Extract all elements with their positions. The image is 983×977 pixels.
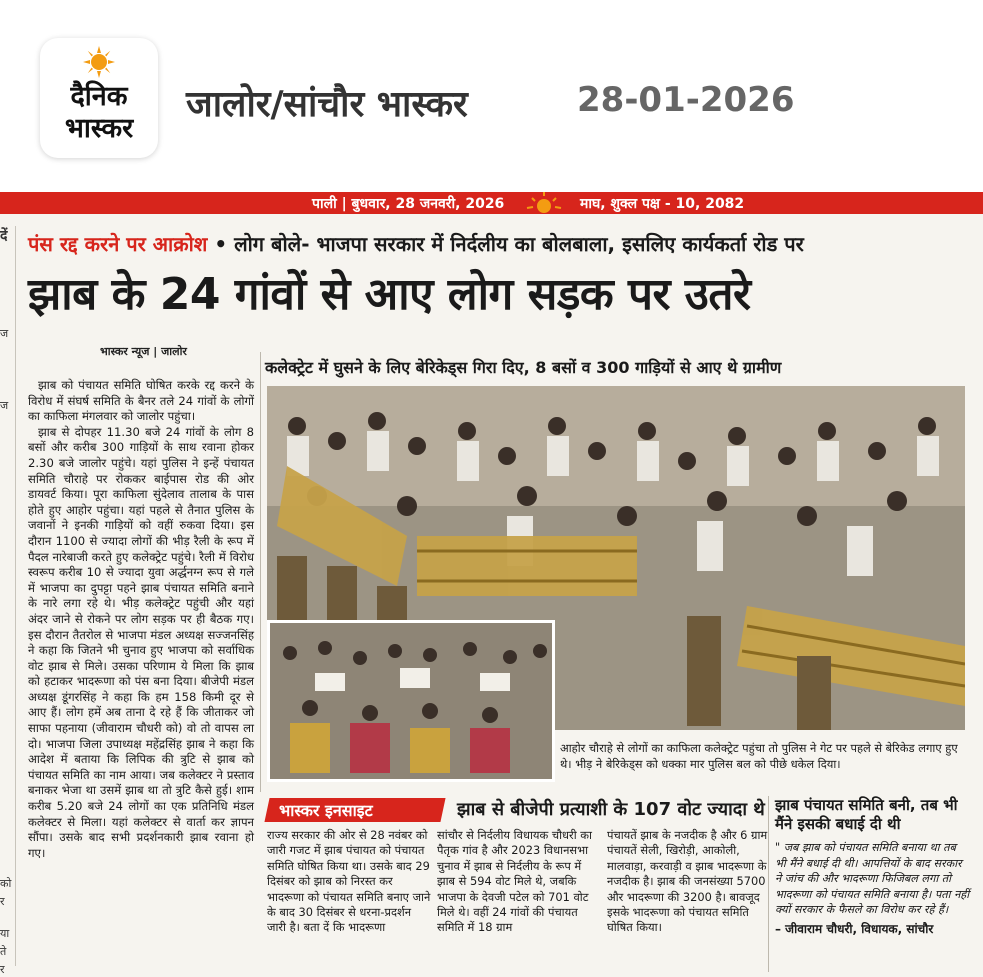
insight-header bbox=[267, 796, 767, 826]
adjacent-column-fragment bbox=[0, 226, 16, 976]
story-body bbox=[28, 378, 254, 861]
dateline-right: माघ, शुक्ल पक्ष - 10, 2082 bbox=[580, 196, 745, 212]
kicker-label: पंस रद्द करने पर आक्रोश bbox=[28, 232, 208, 256]
insight-headline: झाब से बीजेपी प्रत्याशी के 107 वोट ज्यादा थे bbox=[457, 799, 765, 820]
dateline-bar bbox=[0, 192, 983, 214]
sun-icon bbox=[83, 46, 115, 78]
story-paragraph: झाब से दोपहर 11.30 बजे 24 गांवों के लोग 8 बसों और करीब 300 गाड़ियों के साथ रवाना होकर 2.30 बजे जालोर पहुंचे। यहां पुलिस ने इन्हें पंचायत समिति चौराहे पर रोककर बाईपास रोड की ओर डायवर्ट किया। पूरा काफिला सुंदेलाव तालाब के पास होते हुए आहोर पहुंचा। यहां पहले से तैनात पुलिस के जवानों ने इनकी गाड़ियों को वहीं रुकवा दिया। इस दौरान 1100 से ज्यादा लोगों की भीड़ रैली के रूप में पैदल नारेबाजी करते हुए कलेक्ट्रेट पहुंचे। रैली में विरोध स्वरूप करीब 10 से ज्यादा युवा अर्द्धनग्न रूप से गले में भाजपा का दुपट्टा पहने झाब पंचायत समिति बनाने के नारे लगा रहे थे। भीड़ कलेक्ट्रेट पहुंची और यहां अंदर जाने से रोकने पर लोग सड़क पर ही बैठक गए। इस दौरान तैतरोल से भाजपा मंडल अध्यक्ष सज्जनसिंह ने कहा कि जितने भी चुनाव हुए भाजपा को सर्वाधिक वोट झाब से मिले। उसका परिणाम ये मिला कि झाब को हटाकर भादरूणा को पंस बना दिया। बीजेपी मंडल अध्यक्ष डूंगरसिंह ने कहा कि हम 158 किमी दूर से आए हैं। लोग हमें अब ताना दे रहे हैं कि जीताकर जो साफा पहनाया (जीवाराम चौधरी को) वो तो वापस ला दो। भाजपा जिला उपाध्यक्ष महेंद्रसिंह झाब ने कहा कि आदेश में बताया कि लिपिक की त्रुटि से झाब को पंचायत समिति का नाम आया। जब कलेक्टर ने प्रस्ताव बनाकर भेजा था उसमें झाब था तो त्रुटि कैसे हुई। शाम करीब 5.20 बजे 24 लोगों का एक प्रतिनिधि मंडल कलेक्टर से मिला। यहां कलेक्टर से वार्ता कर ज्ञापन सौंपा। उसके बाद सभी प्रदर्शनकारी झाब रवाना हो गए। bbox=[28, 424, 254, 860]
epaper-clip[interactable] bbox=[0, 192, 983, 977]
dainik-bhaskar-logo[interactable] bbox=[40, 38, 158, 158]
quote-headline: झाब पंचायत समिति बनी, तब भी मैंने इसकी बधाई दी थी bbox=[775, 796, 958, 833]
fragment-text: ज bbox=[0, 399, 9, 412]
kicker-subhead: • लोग बोले- भाजपा सरकार में निर्दलीय का बोलबाला, इसलिए कार्यकर्ता रोड पर bbox=[207, 232, 804, 256]
fragment-text: ते bbox=[0, 945, 7, 958]
edition-date: 28-01-2026 bbox=[577, 80, 795, 120]
dateline-left: पाली | बुधवार, 28 जनवरी, 2026 bbox=[312, 196, 505, 212]
app-header bbox=[0, 0, 983, 190]
insight-column-1: राज्य सरकार की ओर से 28 नवंबर को जारी गजट में झाब पंचायत को पंचायत समिति घोषित किया था। उसके बाद 29 दिसंबर को झाब को निरस्त कर भादरूणा को पंचायत समिति बनाए जाने के बाद 30 दिसंबर से धरना-प्रदर्शन जारी है। बता दें कि भादरूणा bbox=[267, 828, 431, 935]
fragment-text: र bbox=[0, 895, 5, 908]
kicker bbox=[28, 230, 804, 257]
insight-column-3: पंचायतें झाब के नजदीक है और 6 ग्राम पंचायतें सेली, खिरोड़ी, आकोली, मालवाड़ा, करवाड़ी व झाब भादरूणा के नजदीक है। झाब की जनसंख्या 5700 और भादरूणा की 3200 है। बावजूद इसके भादरूणा को पंचायत समिति घोषित किया। bbox=[607, 828, 768, 935]
logo-text-line2: भास्कर bbox=[64, 113, 134, 144]
headline: झाब के 24 गांवों से आए लोग सड़क पर उतरे bbox=[28, 269, 751, 320]
fragment-text: र bbox=[0, 963, 5, 976]
fragment-text: या bbox=[0, 927, 10, 940]
logo-text-line1: दैनिक bbox=[70, 81, 128, 112]
quote-text: " जब झाब को पंचायत समिति बनाया था तब भी मैंने बधाई दी थी। आपत्तियों के बाद सरकार ने जांच की और भादरूणा फिजिबल लगा तो भादरूणा को पंचायत समिति बनाया है। पता नहीं क्यों सरकार के फैसले का विरोध कर रहे हैं। bbox=[775, 841, 970, 917]
fragment-text: दें bbox=[0, 228, 8, 244]
edition-title: जालोर/सांचौर भास्कर bbox=[186, 84, 468, 125]
fragment-text: को bbox=[0, 877, 12, 890]
mla-quote-box bbox=[775, 796, 970, 937]
sun-emblem-icon bbox=[524, 192, 564, 216]
insight-column-2: सांचौर से निर्दलीय विधायक चौधरी का पैतृक गांव है और 2023 विधानसभा चुनाव में झाब से निर्दलीय के रूप में झाब से 594 वोट मिले थे, जबकि भाजपा के देवजी पटेल को 701 वोट मिले थे। वहीं 24 गांवों की पंचायत समिति में 18 ग्राम bbox=[437, 828, 592, 935]
sit-in-inset-photo bbox=[267, 620, 555, 782]
story-paragraph: झाब को पंचायत समिति घोषित करके रद्द करने के विरोध में संघर्ष समिति के बैनर तले 24 गांवों के लोगों का काफिला मंगलवार को जालोर पहुंचा। bbox=[28, 378, 254, 424]
insight-badge: भास्कर इनसाइट bbox=[279, 801, 373, 820]
byline: भास्कर न्यूज | जालोर bbox=[100, 345, 187, 358]
photo-headline: कलेक्ट्रेट में घुसने के लिए बेरिकेड्स गिरा दिए, 8 बसों व 300 गाड़ियों से आए थे ग्रामीण bbox=[265, 358, 782, 377]
quote-author: – जीवाराम चौधरी, विधायक, सांचौर bbox=[775, 921, 934, 936]
photo-caption: आहोर चौराहे से लोगों का काफिला कलेक्ट्रेट पहुंचा तो पुलिस ने गेट पर पहले से बेरिकेड लगाए हुए थे। भीड़ ने बेरिकेड्स को धक्का मार पुलिस बल को पीछे धकेल दिया। bbox=[560, 741, 958, 771]
sit-in-crowd-image bbox=[270, 623, 552, 779]
fragment-text: ज bbox=[0, 327, 9, 340]
